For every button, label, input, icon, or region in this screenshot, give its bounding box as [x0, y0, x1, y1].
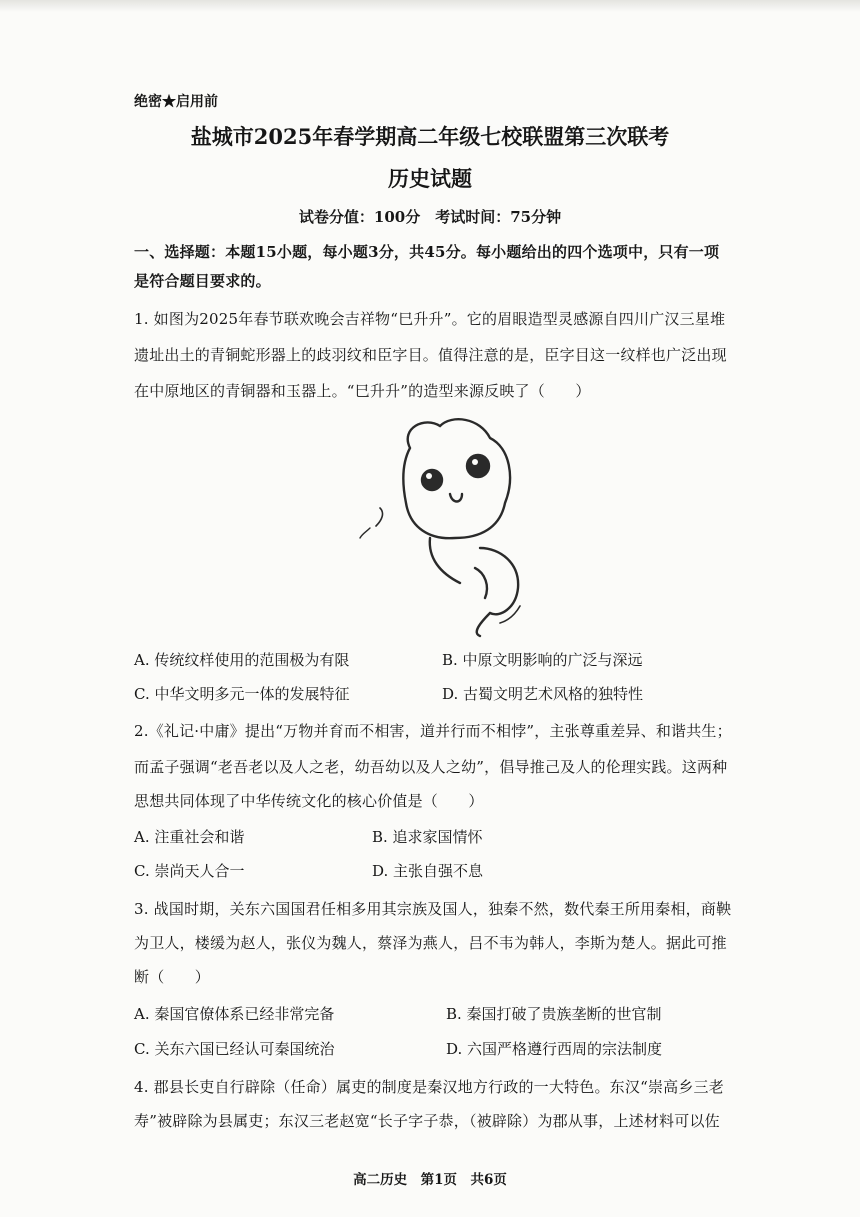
- q1-option-b[interactable]: B. 中原文明影响的广泛与深远: [442, 651, 643, 669]
- q2-stem-line: 2.《礼记·中庸》提出“万物并育而不相害，道并行而不相悖”，主张尊重差异、和谐共生；: [134, 722, 732, 740]
- q2-stem-line: 而孟子强调“老吾老以及人之老，幼吾幼以及人之幼”，倡导推己及人的伦理实践。这两种: [134, 758, 728, 776]
- q3-stem-line: 为卫人，楼缓为赵人，张仪为魏人，蔡泽为燕人，吕不韦为韩人，李斯为楚人。据此可推: [134, 934, 727, 952]
- q2-option-c[interactable]: C. 崇尚天人合一: [134, 862, 245, 880]
- confidential-label: 绝密★启用前: [134, 94, 218, 110]
- q1-option-c[interactable]: C. 中华文明多元一体的发展特征: [134, 685, 350, 703]
- scan-edge: [0, 0, 860, 12]
- page-footer: 高二历史 第1页 共6页: [353, 1172, 507, 1188]
- q3-option-c[interactable]: C. 关东六国已经认可秦国统治: [134, 1040, 335, 1058]
- exam-meta: 试卷分值：100分 考试时间：75分钟: [298, 208, 562, 226]
- q1-stem-line: 遗址出土的青铜蛇形器上的歧羽纹和臣字目。值得注意的是，臣字目这一纹样也广泛出现: [134, 346, 727, 364]
- q1-option-a[interactable]: A. 传统纹样使用的范围极为有限: [134, 651, 350, 669]
- q3-option-a[interactable]: A. 秦国官僚体系已经非常完备: [134, 1005, 335, 1023]
- mascot-illustration-icon: [340, 408, 540, 638]
- exam-subtitle: 历史试题: [388, 166, 472, 191]
- q4-stem-line: 4. 郡县长吏自行辟除（任命）属吏的制度是秦汉地方行政的一大特色。东汉“崇高乡三老: [134, 1078, 724, 1096]
- q2-option-d[interactable]: D. 主张自强不息: [372, 862, 484, 880]
- q4-stem-line: 寿”被辟除为县属吏；东汉三老赵宽“长子字子恭，（被辟除）为郡从事，上述材料可以佐: [134, 1112, 720, 1130]
- q2-stem-line: 思想共同体现了中华传统文化的核心价值是（ ）: [134, 792, 484, 810]
- section-heading-cont: 是符合题目要求的。: [134, 272, 271, 290]
- q1-stem-line: 在中原地区的青铜器和玉器上。“巳升升”的造型来源反映了（ ）: [134, 382, 591, 400]
- q3-stem-line: 3. 战国时期，关东六国国君任相多用其宗族及国人，独秦不然，数代秦王所用秦相，商鞅: [134, 900, 732, 918]
- q2-option-a[interactable]: A. 注重社会和谐: [134, 828, 245, 846]
- q1-option-d[interactable]: D. 古蜀文明艺术风格的独特性: [442, 685, 644, 703]
- q3-option-d[interactable]: D. 六国严格遵行西周的宗法制度: [446, 1040, 663, 1058]
- q2-option-b[interactable]: B. 追求家国情怀: [372, 828, 483, 846]
- exam-title: 盐城市2025年春学期高二年级七校联盟第三次联考: [190, 124, 670, 149]
- q1-stem-line: 1. 如图为2025年春节联欢晚会吉祥物“巳升升”。它的眉眼造型灵感源自四川广汉三星堆: [134, 310, 726, 328]
- q3-stem-line: 断（ ）: [134, 968, 211, 986]
- q3-option-b[interactable]: B. 秦国打破了贵族垄断的世官制: [446, 1005, 662, 1023]
- section-heading: 一、选择题：本题15小题，每小题3分，共45分。每小题给出的四个选项中，只有一项: [134, 243, 720, 261]
